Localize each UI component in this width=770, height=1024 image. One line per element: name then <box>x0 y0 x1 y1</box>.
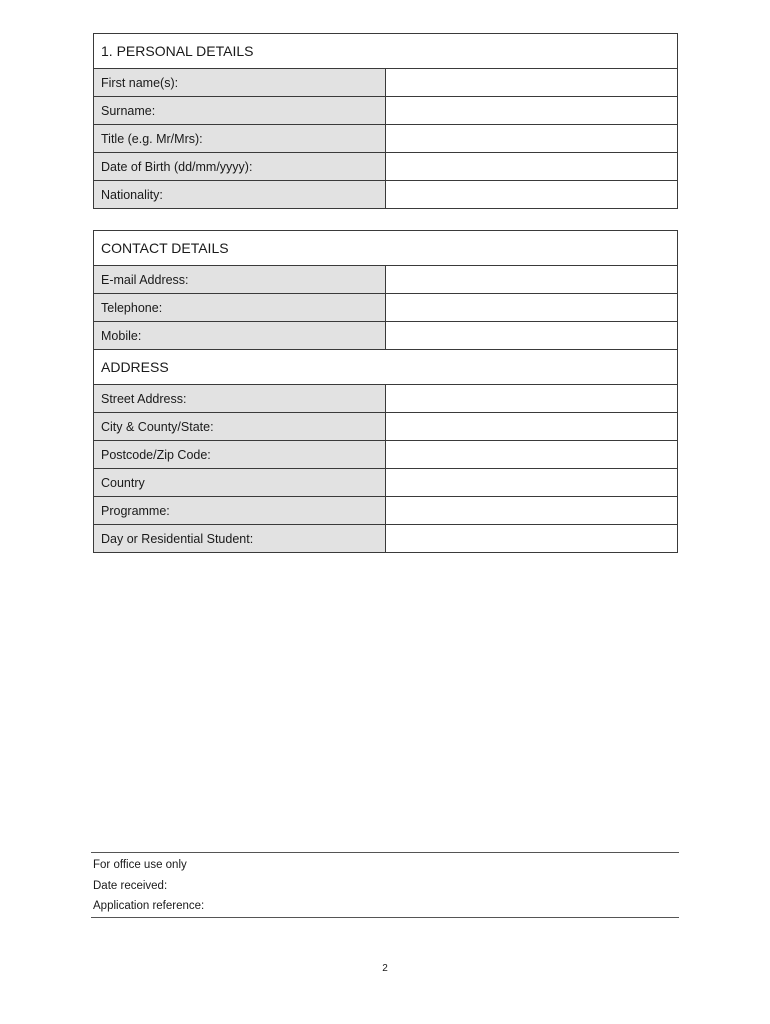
country-label: Country <box>94 469 386 497</box>
surname-label: Surname: <box>94 97 386 125</box>
street-address-field[interactable] <box>386 385 678 413</box>
date-received-label: Date received: <box>93 879 168 892</box>
personal-details-table <box>93 33 678 209</box>
contact-details-table <box>93 230 678 553</box>
mobile-field[interactable] <box>386 322 678 350</box>
contact-details-heading: CONTACT DETAILS <box>94 231 678 266</box>
office-use-box <box>91 852 679 918</box>
surname-field[interactable] <box>386 97 678 125</box>
country-field[interactable] <box>386 469 678 497</box>
title-field[interactable] <box>386 125 678 153</box>
email-label: E-mail Address: <box>94 266 386 294</box>
telephone-field[interactable] <box>386 294 678 322</box>
day-or-residential-label: Day or Residential Student: <box>94 525 386 553</box>
nationality-label: Nationality: <box>94 181 386 209</box>
date-of-birth-label: Date of Birth (dd/mm/yyyy): <box>94 153 386 181</box>
first-name-label: First name(s): <box>94 69 386 97</box>
postcode-label: Postcode/Zip Code: <box>94 441 386 469</box>
page-number: 2 <box>382 963 388 974</box>
office-use-heading: For office use only <box>93 859 187 871</box>
telephone-label: Telephone: <box>94 294 386 322</box>
application-reference-label: Application reference: <box>93 900 205 912</box>
first-name-field[interactable] <box>386 69 678 97</box>
personal-details-heading: 1. PERSONAL DETAILS <box>94 34 678 69</box>
programme-field[interactable] <box>386 497 678 525</box>
postcode-field[interactable] <box>386 441 678 469</box>
city-county-state-label: City & County/State: <box>94 413 386 441</box>
date-of-birth-field[interactable] <box>386 153 678 181</box>
address-heading: ADDRESS <box>94 350 678 385</box>
city-county-state-field[interactable] <box>386 413 678 441</box>
programme-label: Programme: <box>94 497 386 525</box>
nationality-field[interactable] <box>386 181 678 209</box>
title-label: Title (e.g. Mr/Mrs): <box>94 125 386 153</box>
day-or-residential-field[interactable] <box>386 525 678 553</box>
street-address-label: Street Address: <box>94 385 386 413</box>
email-field[interactable] <box>386 266 678 294</box>
mobile-label: Mobile: <box>94 322 386 350</box>
